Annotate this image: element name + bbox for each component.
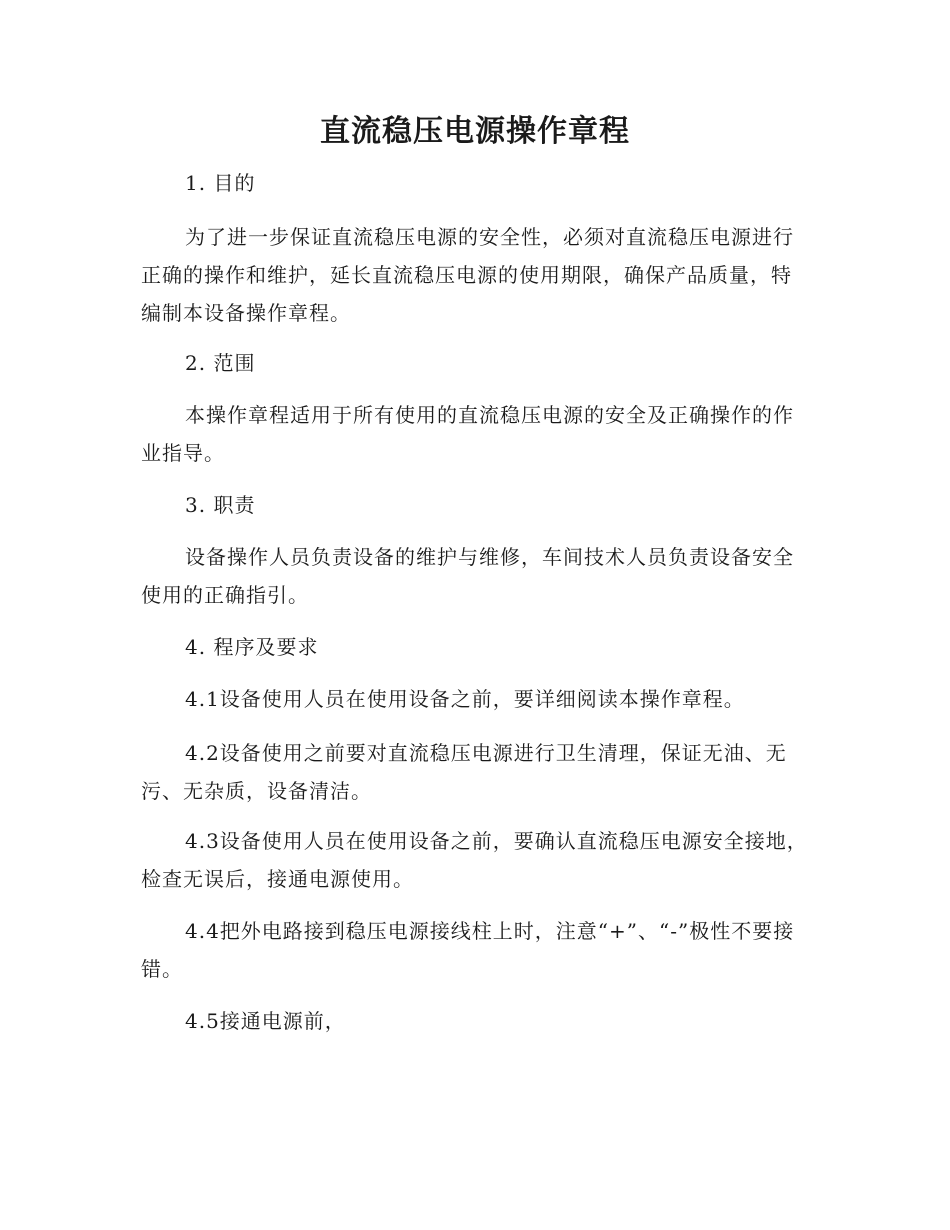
paragraph-purpose: 为了进一步保证直流稳压电源的安全性，必须对直流稳压电源进行正确的操作和维护，延长直流稳压电源的使用期限，确保产品质量，特编制本设备操作章程。	[141, 225, 794, 325]
document-title: 直流稳压电源操作章程	[320, 114, 630, 149]
paragraph-4-2: 4.2设备使用之前要对直流稳压电源进行卫生清理，保证无油、无污、无杂质，设备清洁。	[141, 741, 787, 803]
section-heading-scope: 2. 范围	[185, 351, 256, 375]
section-heading-procedure: 4. 程序及要求	[185, 635, 319, 659]
paragraph-4-1: 4.1设备使用人员在使用设备之前，要详细阅读本操作章程。	[185, 687, 745, 711]
paragraph-4-3: 4.3设备使用人员在使用设备之前，要确认直流稳压电源安全接地，检查无误后，接通电源使用。	[141, 829, 808, 891]
paragraph-responsibility: 设备操作人员负责设备的维护与维修，车间技术人员负责设备安全使用的正确指引。	[141, 545, 794, 607]
section-heading-responsibility: 3. 职责	[185, 493, 256, 517]
paragraph-4-5: 4.5接通电源前，	[185, 1009, 346, 1033]
section-heading-purpose: 1. 目的	[185, 171, 256, 195]
paragraph-4-4: 4.4把外电路接到稳压电源接线柱上时，注意“+”、“-”极性不要接错。	[141, 919, 795, 981]
paragraph-scope: 本操作章程适用于所有使用的直流稳压电源的安全及正确操作的作业指导。	[141, 403, 794, 465]
